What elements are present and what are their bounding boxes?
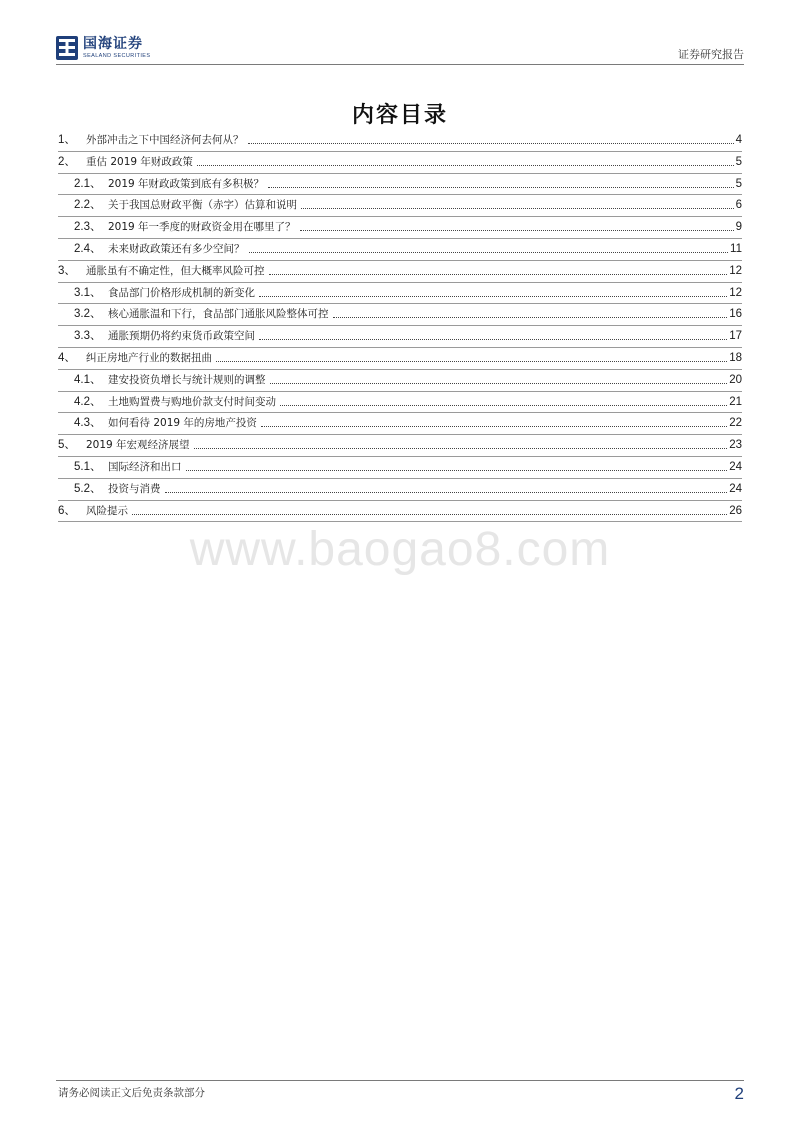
footer-divider — [56, 1080, 744, 1081]
toc-entry[interactable] — [58, 304, 742, 326]
toc-entry-title: 纠正房地产行业的数据扭曲 — [86, 351, 212, 364]
toc-entry-number: 2、 — [58, 155, 76, 168]
toc-entry-page: 20 — [729, 373, 742, 386]
toc-entry-number: 2.2、 — [74, 199, 102, 212]
toc-entry-title: 土地购置费与购地价款支付时间变动 — [108, 395, 276, 408]
toc-entry[interactable] — [58, 326, 742, 348]
header-divider — [56, 64, 744, 65]
sealand-logo-icon — [56, 36, 78, 60]
toc-entry-page: 12 — [729, 264, 742, 277]
toc-entry[interactable] — [58, 130, 742, 152]
toc-entry-page: 23 — [729, 439, 742, 452]
toc-entry-title: 关于我国总财政平衡（赤字）估算和说明 — [108, 199, 297, 212]
toc-entry-page: 11 — [730, 242, 742, 255]
toc-dot-leader — [259, 296, 727, 297]
toc-entry[interactable] — [58, 392, 742, 414]
toc-entry-page: 16 — [729, 308, 742, 321]
toc-entry-title: 通胀虽有不确定性，但大概率风险可控 — [86, 264, 265, 277]
toc-entry[interactable] — [58, 283, 742, 305]
toc-entry-number: 6、 — [58, 504, 76, 517]
toc-entry-page: 4 — [735, 134, 742, 146]
toc-entry-number: 4.3、 — [74, 417, 102, 430]
toc-entry[interactable] — [58, 239, 742, 261]
toc-dot-leader — [333, 317, 728, 318]
toc-entry[interactable] — [58, 348, 742, 370]
toc-entry[interactable] — [58, 370, 742, 392]
toc-dot-leader — [261, 426, 727, 427]
toc-dot-leader — [165, 492, 728, 493]
toc-entry-title: 未来财政政策还有多少空间？ — [108, 242, 245, 255]
toc-entry-title: 核心通胀温和下行，食品部门通胀风险整体可控 — [108, 308, 329, 321]
toc-entry-title: 通胀预期仍将约束货币政策空间 — [108, 330, 255, 343]
toc-entry-title: 投资与消费 — [108, 482, 161, 495]
toc-entry-page: 24 — [729, 460, 742, 473]
toc-entry[interactable] — [58, 435, 742, 457]
toc-entry-page: 26 — [729, 504, 742, 517]
toc-entry-number: 5.1、 — [74, 460, 102, 473]
toc-entry-title: 食品部门价格形成机制的新变化 — [108, 286, 255, 299]
toc-entry[interactable] — [58, 479, 742, 501]
toc-entry-number: 2.3、 — [74, 221, 102, 234]
toc-entry-title: 外部冲击之下中国经济何去何从？ — [86, 134, 244, 146]
toc-entry-page: 18 — [729, 351, 742, 364]
toc-entry[interactable] — [58, 501, 742, 523]
toc-entry[interactable] — [58, 457, 742, 479]
toc-dot-leader — [248, 143, 734, 144]
toc-entry[interactable] — [58, 174, 742, 196]
toc-entry-page: 12 — [729, 286, 742, 299]
report-type-label: 证券研究报告 — [678, 48, 744, 61]
toc-entry-number: 3.1、 — [74, 286, 102, 299]
toc-dot-leader — [186, 470, 728, 471]
page-number: 2 — [734, 1084, 744, 1103]
toc-entry-page: 17 — [729, 330, 742, 343]
toc-entry-number: 5.2、 — [74, 482, 102, 495]
toc-entry-title: 国际经济和出口 — [108, 460, 182, 473]
toc-dot-leader — [268, 187, 734, 188]
toc-entry-number: 3.3、 — [74, 330, 102, 343]
logo-english-name: SEALAND SECURITIES — [83, 52, 151, 59]
toc-entry-number: 3、 — [58, 264, 76, 277]
toc-entry-title: 重估 2019 年财政政策 — [86, 155, 193, 168]
logo-chinese-name: 国海证券 — [83, 35, 143, 52]
toc-dot-leader — [301, 208, 734, 209]
toc-entry-page: 5 — [735, 155, 742, 168]
toc-entry-page: 5 — [735, 177, 742, 190]
toc-entry[interactable] — [58, 217, 742, 239]
toc-dot-leader — [259, 339, 727, 340]
toc-entry-number: 2.4、 — [74, 242, 102, 255]
toc-entry-number: 3.2、 — [74, 308, 102, 321]
footer-disclaimer: 请务必阅读正文后免责条款部分 — [58, 1087, 205, 1099]
table-of-contents — [58, 130, 742, 522]
toc-dot-leader — [269, 274, 728, 275]
toc-entry-number: 2.1、 — [74, 177, 102, 190]
toc-entry-number: 4.1、 — [74, 373, 102, 386]
toc-entry-number: 5、 — [58, 439, 76, 452]
toc-dot-leader — [216, 361, 727, 362]
toc-dot-leader — [270, 383, 728, 384]
toc-entry-number: 4、 — [58, 351, 76, 364]
toc-entry-page: 9 — [735, 221, 742, 234]
toc-entry-title: 2019 年一季度的财政资金用在哪里了？ — [108, 221, 296, 234]
toc-entry-number: 4.2、 — [74, 395, 102, 408]
toc-entry-title: 风险提示 — [86, 504, 128, 517]
toc-title: 内容目录 — [351, 103, 448, 128]
toc-dot-leader — [249, 252, 729, 253]
toc-entry[interactable] — [58, 195, 742, 217]
toc-entry[interactable] — [58, 413, 742, 435]
page-header — [56, 36, 744, 64]
watermark: www.baogao8.com — [189, 523, 611, 576]
toc-dot-leader — [300, 230, 734, 231]
toc-entry-page: 6 — [735, 199, 742, 212]
toc-entry-title: 建安投资负增长与统计规则的调整 — [108, 373, 266, 386]
toc-dot-leader — [280, 405, 727, 406]
toc-dot-leader — [197, 165, 734, 166]
toc-entry[interactable] — [58, 152, 742, 174]
toc-entry-page: 24 — [729, 482, 742, 495]
toc-entry-page: 21 — [729, 395, 742, 408]
toc-dot-leader — [194, 448, 728, 449]
toc-entry[interactable] — [58, 261, 742, 283]
toc-entry-title: 如何看待 2019 年的房地产投资 — [108, 417, 257, 430]
toc-entry-title: 2019 年财政政策到底有多积极？ — [108, 177, 265, 190]
company-logo — [56, 36, 150, 60]
toc-entry-page: 22 — [729, 417, 742, 430]
toc-entry-number: 1、 — [58, 134, 76, 146]
toc-dot-leader — [132, 514, 727, 515]
toc-entry-title: 2019 年宏观经济展望 — [86, 439, 190, 452]
